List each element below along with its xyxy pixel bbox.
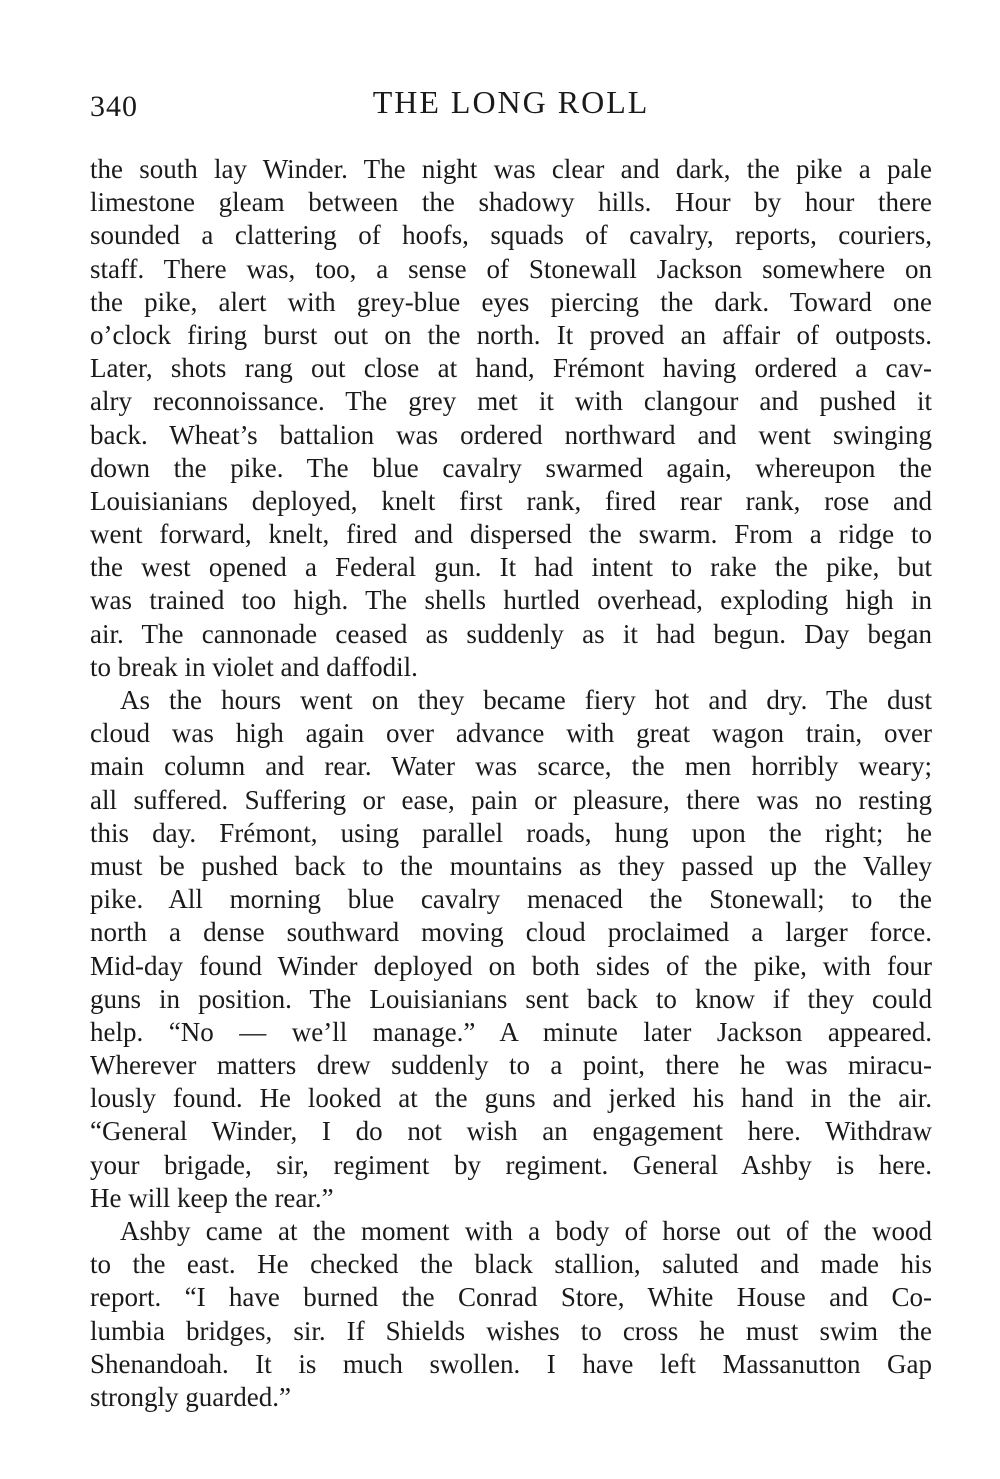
text-line: main column and rear. Water was scarce, the men horribly weary;	[90, 751, 932, 782]
text-line: Louisianians deployed, knelt first rank, fired rear rank, rose and	[90, 485, 932, 516]
text-line: air. The cannonade ceased as suddenly as it had begun. Day began	[90, 618, 932, 649]
text-line: cloud was high again over advance with great wagon train, over	[90, 718, 932, 749]
text-line: this day. Frémont, using parallel roads, hung upon the right; he	[90, 817, 932, 848]
text-line: your brigade, sir, regiment by regiment. General Ashby is here.	[90, 1149, 932, 1180]
text-line: Wherever matters drew suddenly to a point, there he was miracu-	[90, 1050, 932, 1081]
text-line: went forward, knelt, fired and dispersed the swarm. From a ridge to	[90, 519, 932, 550]
text-line: As the hours went on they became fiery hot and dry. The dust	[120, 685, 932, 715]
text-line: the pike, alert with grey-blue eyes piercing the dark. Toward one	[90, 286, 932, 317]
text-line: Shenandoah. It is much swollen. I have left Massanutton Gap	[90, 1348, 932, 1379]
text-line: report. “I have burned the Conrad Store, White House and Co-	[90, 1282, 932, 1313]
text-line: alry reconnoissance. The grey met it with clangour and pushed it	[90, 386, 932, 417]
text-line: must be pushed back to the mountains as they passed up the Valley	[90, 850, 932, 881]
running-title: THE LONG ROLL	[372, 84, 650, 120]
text-line: the south lay Winder. The night was clear and dark, the pike a pale	[90, 154, 932, 184]
text-line: staff. There was, too, a sense of Stonewall Jackson somewhere on	[90, 253, 932, 284]
text-line: Mid-day found Winder deployed on both sides of the pike, with four	[90, 950, 932, 981]
text-line: back. Wheat’s battalion was ordered northward and went swinging	[90, 419, 932, 450]
running-head	[90, 84, 932, 134]
text-line: lously found. He looked at the guns and jerked his hand in the air.	[90, 1083, 932, 1114]
text-line: north a dense southward moving cloud proclaimed a larger force.	[90, 917, 932, 948]
text-line: lumbia bridges, sir. If Shields wishes to cross he must swim the	[90, 1315, 932, 1346]
text-line: strongly guarded.”	[90, 1381, 291, 1412]
text-line: Ashby came at the moment with a body of horse out of the wood	[120, 1216, 932, 1246]
text-line: was trained too high. The shells hurtled overhead, exploding high in	[90, 585, 932, 616]
text-line: o’clock firing burst out on the north. It proved an affair of outposts.	[90, 319, 932, 350]
text-line: down the pike. The blue cavalry swarmed again, whereupon the	[90, 452, 932, 483]
paragraph	[90, 153, 932, 684]
text-line: help. “No — we’ll manage.” A minute later Jackson appeared.	[90, 1016, 932, 1047]
text-line: He will keep the rear.”	[90, 1182, 334, 1213]
text-line: sounded a clattering of hoofs, squads of cavalry, reports, couriers,	[90, 220, 932, 251]
text-line: guns in position. The Louisianians sent back to know if they could	[90, 983, 932, 1014]
body-text	[90, 153, 932, 1414]
paragraph	[90, 684, 932, 1215]
text-line: pike. All morning blue cavalry menaced the Stonewall; to the	[90, 884, 932, 915]
text-line: “General Winder, I do not wish an engagement here. Withdraw	[90, 1116, 932, 1147]
text-line: all suffered. Suffering or ease, pain or pleasure, there was no resting	[90, 784, 932, 815]
page-number: 340	[90, 90, 138, 123]
text-line: the west opened a Federal gun. It had intent to rake the pike, but	[90, 552, 932, 583]
paragraph	[90, 1215, 932, 1414]
text-line: to the east. He checked the black stallion, saluted and made his	[90, 1249, 932, 1280]
text-line: Later, shots rang out close at hand, Frémont having ordered a cav-	[90, 353, 932, 384]
text-line: limestone gleam between the shadowy hills. Hour by hour there	[90, 187, 932, 218]
text-line: to break in violet and daffodil.	[90, 651, 418, 682]
